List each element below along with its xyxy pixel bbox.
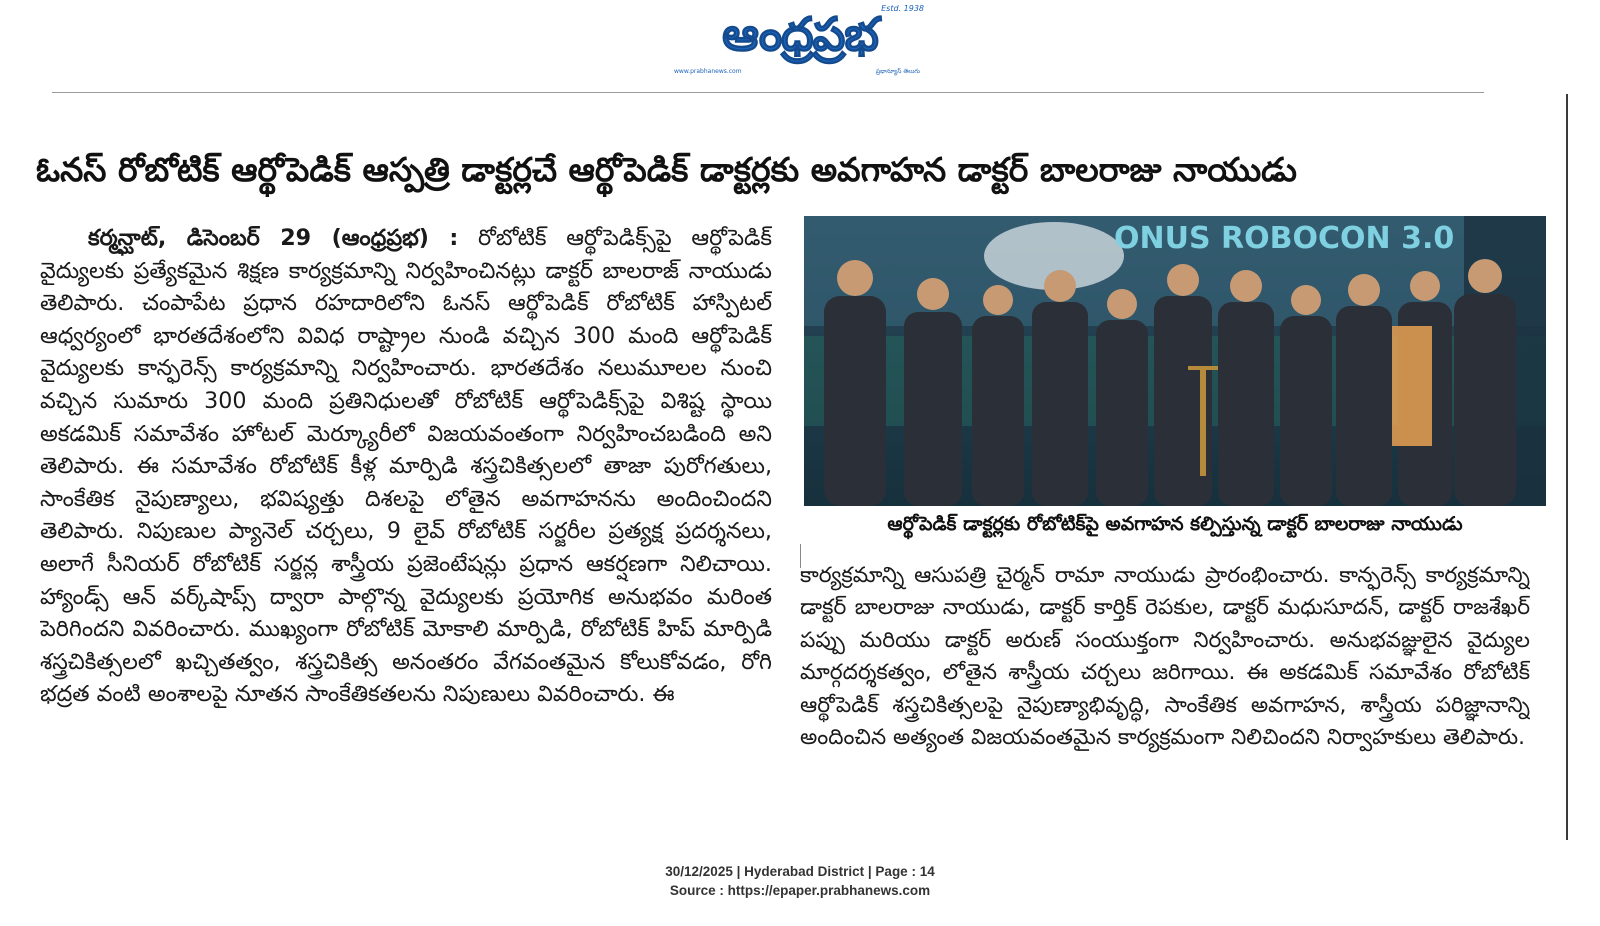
source-line: Source : https://epaper.prabhanews.com — [669, 883, 931, 898]
right-column-rule — [1566, 94, 1568, 840]
page-footer — [0, 862, 1600, 900]
article-headline: ఓనస్ రోబోటిక్ ఆర్థోపెడిక్ ఆస్పత్రి డాక్టర్లచే ఆర్థోపెడిక్ డాక్టర్లకు అవగాహన డాక్టర్ బాలరాజు నాయుడు — [36, 150, 1297, 189]
estd-label: Estd. 1938 — [881, 4, 924, 13]
newspaper-logo: ఆంధ్రప్రభ — [722, 7, 878, 61]
photo-banner-text: ONUS ROBOCON 3.0 — [1114, 221, 1455, 256]
article-dateline: కర్మన్ఘాట్, డిసెంబర్ 29 (ఆంధ్రప్రభ) : — [88, 225, 459, 251]
website-label-right: ప్రభాన్యూస్ తెలుగు — [875, 68, 920, 75]
photo-caption: ఆర్థోపెడిక్ డాక్టర్లకు రోబోటిక్‌పై అవగాహన కల్పిస్తున్న డాక్టర్ బాలరాజు నాయుడు — [804, 506, 1546, 542]
group-photo-illustration — [804, 216, 1546, 506]
edition-line: 30/12/2025 | Hyderabad District | Page : 14 — [665, 864, 935, 879]
top-divider — [52, 92, 1484, 93]
article-photo — [804, 216, 1546, 506]
masthead-logo — [672, 4, 928, 76]
article-body-left — [40, 222, 772, 822]
website-label-left: www.prabhanews.com — [674, 68, 742, 75]
article-body-right: కార్యక్రమాన్ని ఆసుపత్రి చైర్మన్ రామా నాయుడు ప్రారంభించారు. కాన్ఫరెన్స్ కార్యక్రమాన్ని డాక్టర్ బాలరాజు నాయుడు, డాక్టర్ కార్తిక్ రెపకుల, డాక్టర్ మధుసూదన్, డాక్టర్ రాజశేఖర్ పప్పు మరియు డాక్టర్ అరుణ్ సంయుక్తంగా నిర్వహించారు. అనుభవజ్ఞులైన వైద్యుల మార్గదర్శకత్వం, లోతైన శాస్త్రీయ చర్చలు జరిగాయి. ఈ అకడమిక్ సమావేశం రోబోటిక్ ఆర్థోపెడిక్ శస్త్రచికిత్సలపై నైపుణ్యాభివృద్ధి, సాంకేతిక అవగాహన, శాస్త్రీయ పరిజ్ఞానాన్ని అందించిన అత్యంత విజయవంతమైన కార్యక్రమంగా నిలిచిందని నిర్వాహకులు తెలిపారు. — [800, 563, 1530, 751]
article-body-left-text: రోబోటిక్ ఆర్థోపెడిక్స్‌పై ఆర్థోపెడిక్ వైద్యులకు ప్రత్యేకమైన శిక్షణ కార్యక్రమాన్ని నిర్వహించినట్లు డాక్టర్ బాలరాజ్ నాయుడు తెలిపారు. చంపాపేట ప్రధాన రహదారిలోని ఓనస్ ఆర్థోపెడిక్ రోబోటిక్ హాస్పిటల్ ఆధ్వర్యంలో భారతదేశంలోని వివిధ రాష్ట్రాల నుండి వచ్చిన 300 మంది ఆర్థోపెడిక్ వైద్యులకు కాన్ఫరెన్స్ కార్యక్రమాన్ని నిర్వహించారు. భారతదేశం నలుమూలల నుంచి వచ్చిన సుమారు 300 మంది ప్రతినిధులతో రోబోటిక్ ఆర్థోపెడిక్స్‌పై విశిష్ట స్థాయి అకడమిక్ సమావేశం హోటల్ మెర్క్యూరీలో విజయవంతంగా నిర్వహించబడింది అని తెలిపారు. ఈ సమావేశం రోబోటిక్ కీళ్ల మార్పిడి శస్త్రచికిత్సలలో తాజా పురోగతులు, సాంకేతిక నైపుణ్యాలు, భవిష్యత్తు దిశలపై లోతైన అవగాహనను అందించిందని తెలిపారు. నిపుణుల ప్యానెల్ చర్చలు, 9 లైవ్ రోబోటిక్ సర్జరీల ప్రత్యక్ష ప్రదర్శనలు, అలాగే సీనియర్ రోబోటిక్ సర్జన్ల శాస్త్రీయ ప్రజెంటేషన్లు ప్రధాన ఆకర్షణగా నిలిచాయి. హ్యాండ్స్ ఆన్ వర్క్‌షాప్స్ ద్వారా పాల్గొన్న వైద్యులకు ప్రయోగిక అనుభవం మరింత పెరిగిందని వివరించారు. ముఖ్యంగా రోబోటిక్ మోకాలి మార్పిడి, రోబోటిక్ హిప్ మార్పిడి శస్త్రచికిత్సలలో ఖచ్చితత్వం, శస్త్రచికిత్స అనంతరం వేగవంతమైన కోలుకోవడం, రోగి భద్రత వంటి అంశాలపై నూతన సాంకేతికతలను నిపుణులు వివరించారు. ఈ — [40, 225, 772, 708]
